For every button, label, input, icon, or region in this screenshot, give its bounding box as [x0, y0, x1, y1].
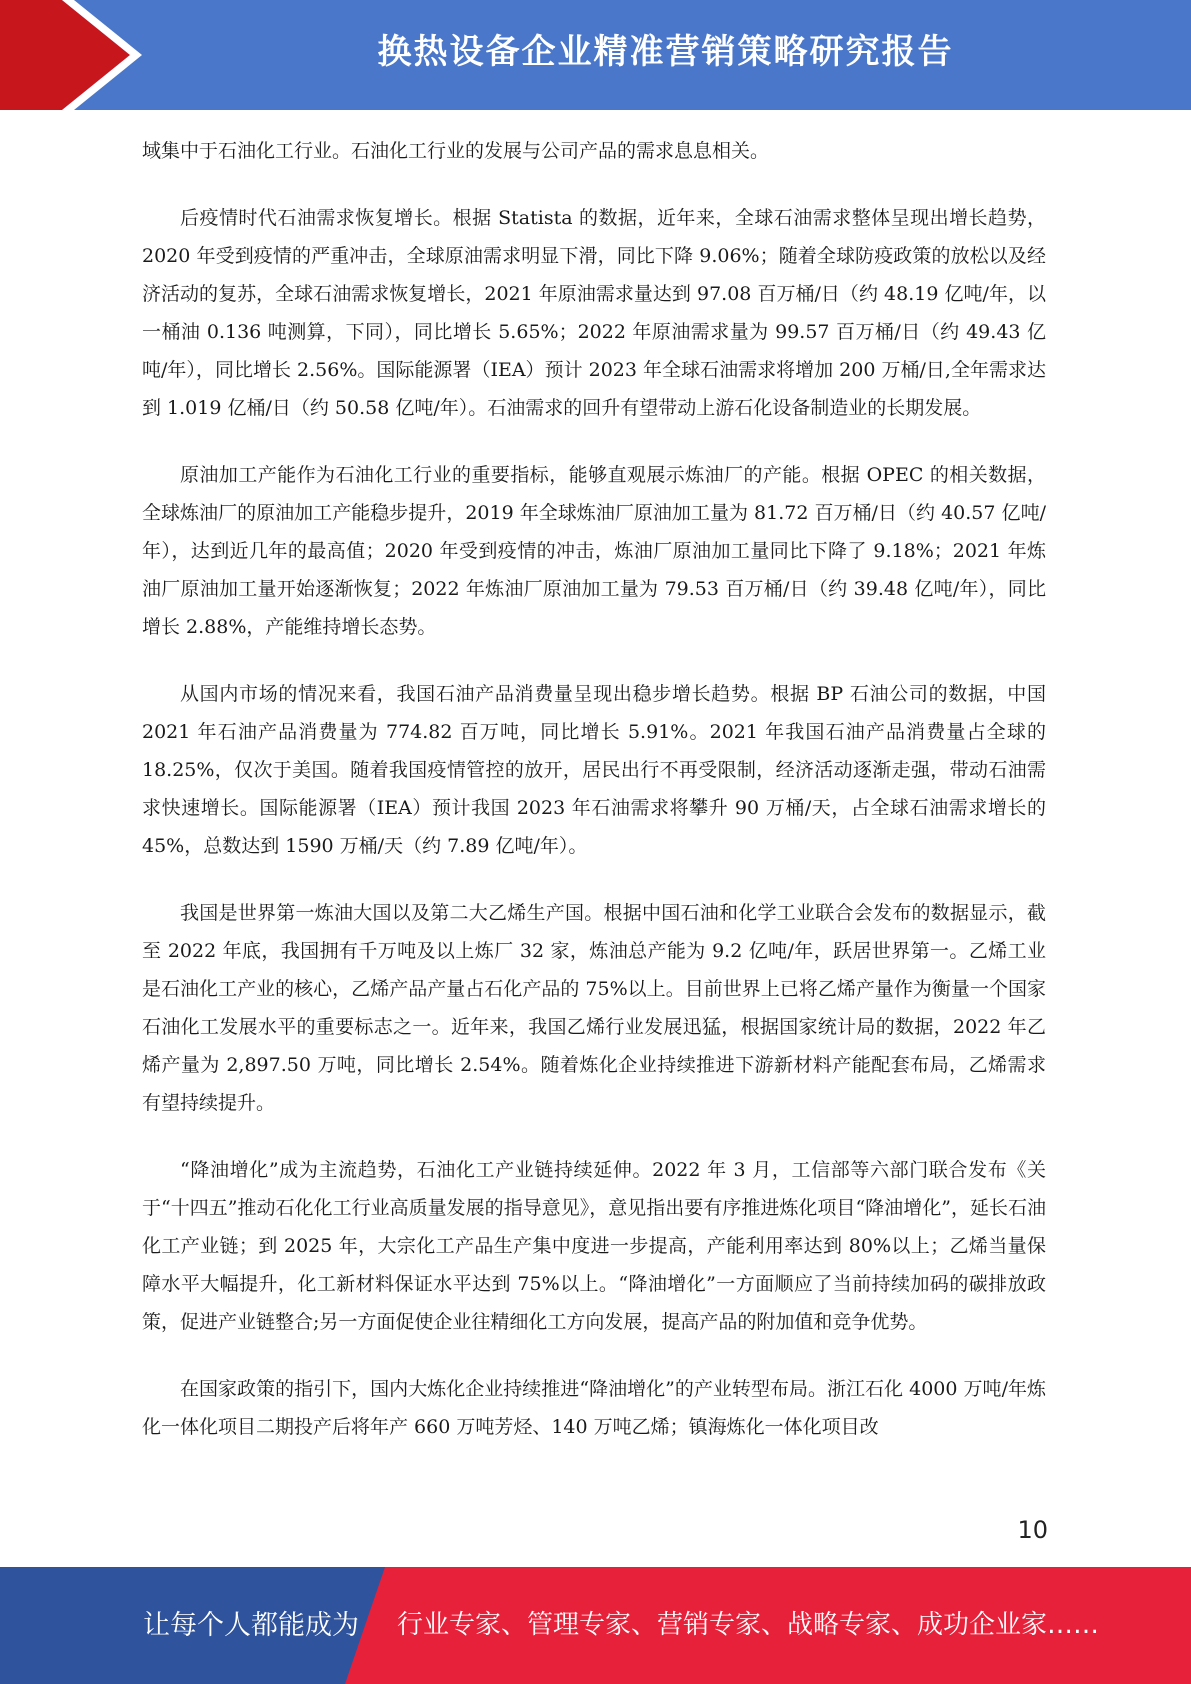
report-title: 换热设备企业精准营销策略研究报告: [377, 32, 954, 72]
document-body: [142, 132, 1046, 1475]
page-footer: [0, 1567, 1191, 1684]
paragraph-domestic-market: 从国内市场的情况来看，我国石油产品消费量呈现出稳步增长趋势。根据 BP 石油公司的数据，中国 2021 年石油产品消费量为 774.82 百万吨，同比增长 5.91%。2021 年我国石油产品消费量占全球的 18.25%，仅次于美国。随着我国疫情管控的放开，居民出行不再受限制，经济活动逐渐走强，带动石油需求快速增长。国际能源署（IEA）预计我国 2023 年石油需求将攀升 90 万桶/天，占全球石油需求增长的 45%，总数达到 1590 万桶/天（约 7.89 亿吨/年）。: [142, 683, 1046, 857]
paragraph-ethylene: 我国是世界第一炼油大国以及第二大乙烯生产国。根据中国石油和化学工业联合会发布的数据显示，截至 2022 年底，我国拥有千万吨及以上炼厂 32 家，炼油总产能为 9.2 亿吨/年，跃居世界第一。乙烯工业是石油化工产业的核心，乙烯产品产量占石化产品的 75%以上。目前世界上已将乙烯产量作为衡量一个国家石油化工发展水平的重要标志之一。近年来，我国乙烯行业发展迅猛，根据国家统计局的数据，2022 年乙烯产量为 2,897.50 万吨，同比增长 2.54%。随着炼化企业持续推进下游新材料产能配套布局，乙烯需求有望持续提升。: [142, 902, 1046, 1114]
paragraph-continuation: 域集中于石油化工行业。石油化工行业的发展与公司产品的需求息息相关。: [142, 140, 770, 162]
paragraph-policy-trend: “降油增化”成为主流趋势，石油化工产业链持续延伸。2022 年 3 月，工信部等六部门联合发布《关于“十四五”推动石化化工行业高质量发展的指导意见》，意见指出要有序推进炼化项目“降油增化”，延长石油化工产业链；到 2025 年，大宗化工产品生产集中度进一步提高，产能利用率达到 80%以上；乙烯当量保障水平大幅提升，化工新材料保证水平达到 75%以上。“降油增化”一方面顺应了当前持续加码的碳排放政策，促进产业链整合;另一方面促使企业往精细化工方向发展，提高产品的附加值和竞争优势。: [142, 1159, 1046, 1333]
page-number: 10: [1017, 1516, 1048, 1544]
footer-slogan-right: 行业专家、管理专家、营销专家、战略专家、成功企业家……: [397, 1610, 1100, 1640]
paragraph-refiners-transition: 在国家政策的指引下，国内大炼化企业持续推进“降油增化”的产业转型布局。浙江石化 4000 万吨/年炼化一体化项目二期投产后将年产 660 万吨芳烃、140 万吨乙烯；镇海炼化一体化项目改: [142, 1378, 1046, 1438]
footer-slogan-left: 让每个人都能成为: [143, 1610, 359, 1641]
page-header: [0, 0, 1191, 110]
paragraph-refining-capacity: 原油加工产能作为石油化工行业的重要指标，能够直观展示炼油厂的产能。根据 OPEC 的相关数据，全球炼油厂的原油加工产能稳步提升，2019 年全球炼油厂原油加工量为 81.72 百万桶/日（约 40.57 亿吨/年），达到近几年的最高值；2020 年受到疫情的冲击，炼油厂原油加工量同比下降了 9.18%；2021 年炼油厂原油加工量开始逐渐恢复；2022 年炼油厂原油加工量为 79.53 百万桶/日（约 39.48 亿吨/年），同比增长 2.88%，产能维持增长态势。: [142, 464, 1046, 638]
header-arrow-decoration: [0, 0, 150, 110]
paragraph-oil-demand: 后疫情时代石油需求恢复增长。根据 Statista 的数据，近年来，全球石油需求整体呈现出增长趋势，2020 年受到疫情的严重冲击，全球原油需求明显下滑，同比下降 9.06%；随着全球防疫政策的放松以及经济活动的复苏，全球石油需求恢复增长，2021 年原油需求量达到 97.08 百万桶/日（约 48.19 亿吨/年，以一桶油 0.136 吨测算，下同），同比增长 5.65%；2022 年原油需求量为 99.57 百万桶/日（约 49.43 亿吨/年），同比增长 2.56%。国际能源署（IEA）预计 2023 年全球石油需求将增加 200 万桶/日,全年需求达到 1.019 亿桶/日（约 50.58 亿吨/年）。石油需求的回升有望带动上游石化设备制造业的长期发展。: [142, 207, 1046, 419]
